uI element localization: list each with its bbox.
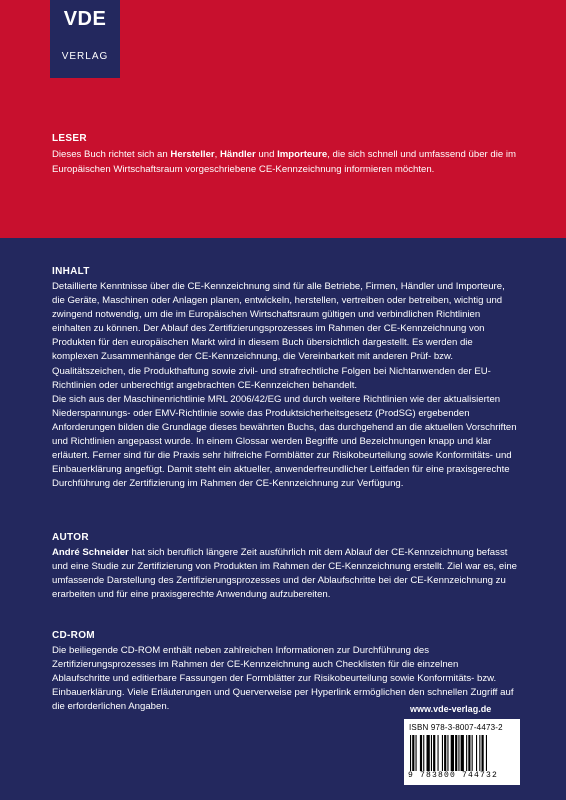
barcode-bar bbox=[431, 735, 432, 771]
section-cdrom bbox=[52, 630, 518, 714]
barcode-bar bbox=[438, 735, 439, 771]
barcode-graphic bbox=[410, 735, 514, 771]
barcode-bar bbox=[458, 735, 459, 771]
isbn-barcode-box bbox=[404, 719, 520, 785]
leser-sep1: , bbox=[214, 149, 220, 160]
section-autor bbox=[52, 532, 518, 602]
autor-text bbox=[52, 546, 518, 602]
barcode-bar bbox=[461, 735, 464, 771]
leser-text-pre: Dieses Buch richtet sich an bbox=[52, 149, 171, 160]
barcode-bar bbox=[410, 735, 411, 771]
autor-bio: hat sich beruflich längere Zeit ausführlich mit dem Ablauf der CE-Kennzeichnung befasst und eine Studie zur Zertifizierung von Produkten im Rahmen der CE-Kennzeichnung erstellt. Ziel war es, eine umfassende Darstellung des Zertifizierungsprozesses und der Ablaufschritte bei der CE-Kennzeichnung zu erarbeiten und für eine praxisgerechte Anwendung aufzubereiten. bbox=[52, 547, 518, 601]
barcode-bar bbox=[447, 735, 448, 771]
logo-verlag-text: VERLAG bbox=[61, 51, 109, 62]
vde-logo bbox=[50, 0, 120, 78]
leser-text-post: , die sich schnell und umfassend über die im Europäischen Wirtschaftsraum vorgeschriebene CE-Kennzeichnung informieren möchten. bbox=[52, 149, 516, 175]
logo-vde-text: VDE bbox=[63, 8, 107, 30]
leser-importeure: Importeure bbox=[277, 149, 328, 160]
leser-hersteller: Hersteller bbox=[170, 149, 215, 160]
barcode-bar bbox=[479, 735, 480, 771]
barcode-bar bbox=[416, 735, 417, 771]
inhalt-paragraph-2: Die sich aus der Maschinenrichtlinie MRL 2006/42/EG und durch weitere Richtlinien wie der aktualisierten Niederspannungs- oder EMV-Richtlinie sowie das Produktsicherheitsgesetz (ProdSG) ergebenden Anforderungen bilden die Grundlage dieses bewährten Buchs, das durchgehend an die aktuellen Vorschriften und Richtlinien angepasst wurde. In einem Glossar werden Begriffe und Bezeichnungen knapp und klar erläutert. Ferner sind für die Praxis sehr hilfreiche Formblätter zur Risikobeurteilung sowie Konformitäts- und Einbauerklärung angefügt. Damit steht ein aktueller, anwenderfreundlicher Leitfaden für eine praxisgerechte Durchführung der Zertifizierung im Rahmen der CE-Kennzeichnung zur Verfügung. bbox=[52, 393, 517, 490]
barcode-bar bbox=[412, 735, 414, 771]
leser-sep2: und bbox=[255, 149, 278, 160]
barcode-bar bbox=[451, 735, 454, 771]
section-leser bbox=[52, 133, 518, 177]
author-name: André Schneider bbox=[52, 547, 129, 558]
barcode-bar bbox=[455, 735, 457, 771]
publisher-url: www.vde-verlag.de bbox=[410, 704, 492, 714]
inhalt-heading: INHALT bbox=[52, 266, 90, 277]
cdrom-text: Die beiliegende CD-ROM enthält neben zahlreichen Informationen zur Durchführung des Zertifizierungsprozesses im Rahmen der CE-Kennzeichnung auch Checklisten für die einzelnen Ablaufschritte und editierbare Fassungen der Formblätter zur Risikobeurteilung sowie Konformitäts- bzw. Einbauerklärung. Viele Erläuterungen und Querverweise per Hyperlink ermöglichen den schnellen Zugriff auf die erforderlichen Angaben. bbox=[52, 645, 514, 713]
isbn-text: ISBN 978-3-8007-4473-2 bbox=[409, 723, 503, 732]
inhalt-paragraph-1: Detaillierte Kenntnisse über die CE-Kennzeichnung sind für alle Betriebe, Firmen, Händler und Importeure, die Geräte, Maschinen oder Anlagen planen, entwickeln, herstellen, vertreiben oder betreiben, wichtig und zwingend notwendig, um die im Europäischen Wirtschaftsraum gültigen und verbindlichen Richtlinien einhalten zu können. Der Ablauf des Zertifizierungsprozesses im Rahmen der CE-Kennzeichnung von Produkten für den europäischen Markt wird in diesem Buch übersichtlich dargestellt. Es werden die komplexen Zusammenhänge der CE-Kennzeichnung, die Vereinbarkeit mit anderen Prüf- bzw. Qualitätszeichen, die Produkthaftung sowie zivil- und strafrechtliche Folgen bei Nichtanwenden der EU-Richtlinien oder unberechtigt angebrachten CE-Kennzeichen behandelt. bbox=[52, 281, 505, 391]
leser-text bbox=[52, 147, 518, 177]
barcode-bar bbox=[444, 735, 446, 771]
barcode-bar bbox=[482, 735, 484, 771]
barcode-bar bbox=[442, 735, 443, 771]
barcode-bar bbox=[476, 735, 477, 771]
section-inhalt bbox=[52, 266, 518, 491]
barcode-bar bbox=[433, 735, 435, 771]
barcode-bar bbox=[466, 735, 467, 771]
leser-heading: LESER bbox=[52, 133, 87, 144]
barcode-bar bbox=[427, 735, 430, 771]
barcode-bar bbox=[486, 735, 487, 771]
barcode-bar bbox=[468, 735, 470, 771]
leser-haendler: Händler bbox=[220, 149, 256, 160]
autor-heading: AUTOR bbox=[52, 532, 89, 543]
barcode-bar bbox=[423, 735, 424, 771]
barcode-bar bbox=[472, 735, 473, 771]
barcode-number: 9 783800 744732 bbox=[408, 771, 499, 780]
cdrom-heading: CD-ROM bbox=[52, 630, 95, 641]
barcode-bar bbox=[420, 735, 422, 771]
